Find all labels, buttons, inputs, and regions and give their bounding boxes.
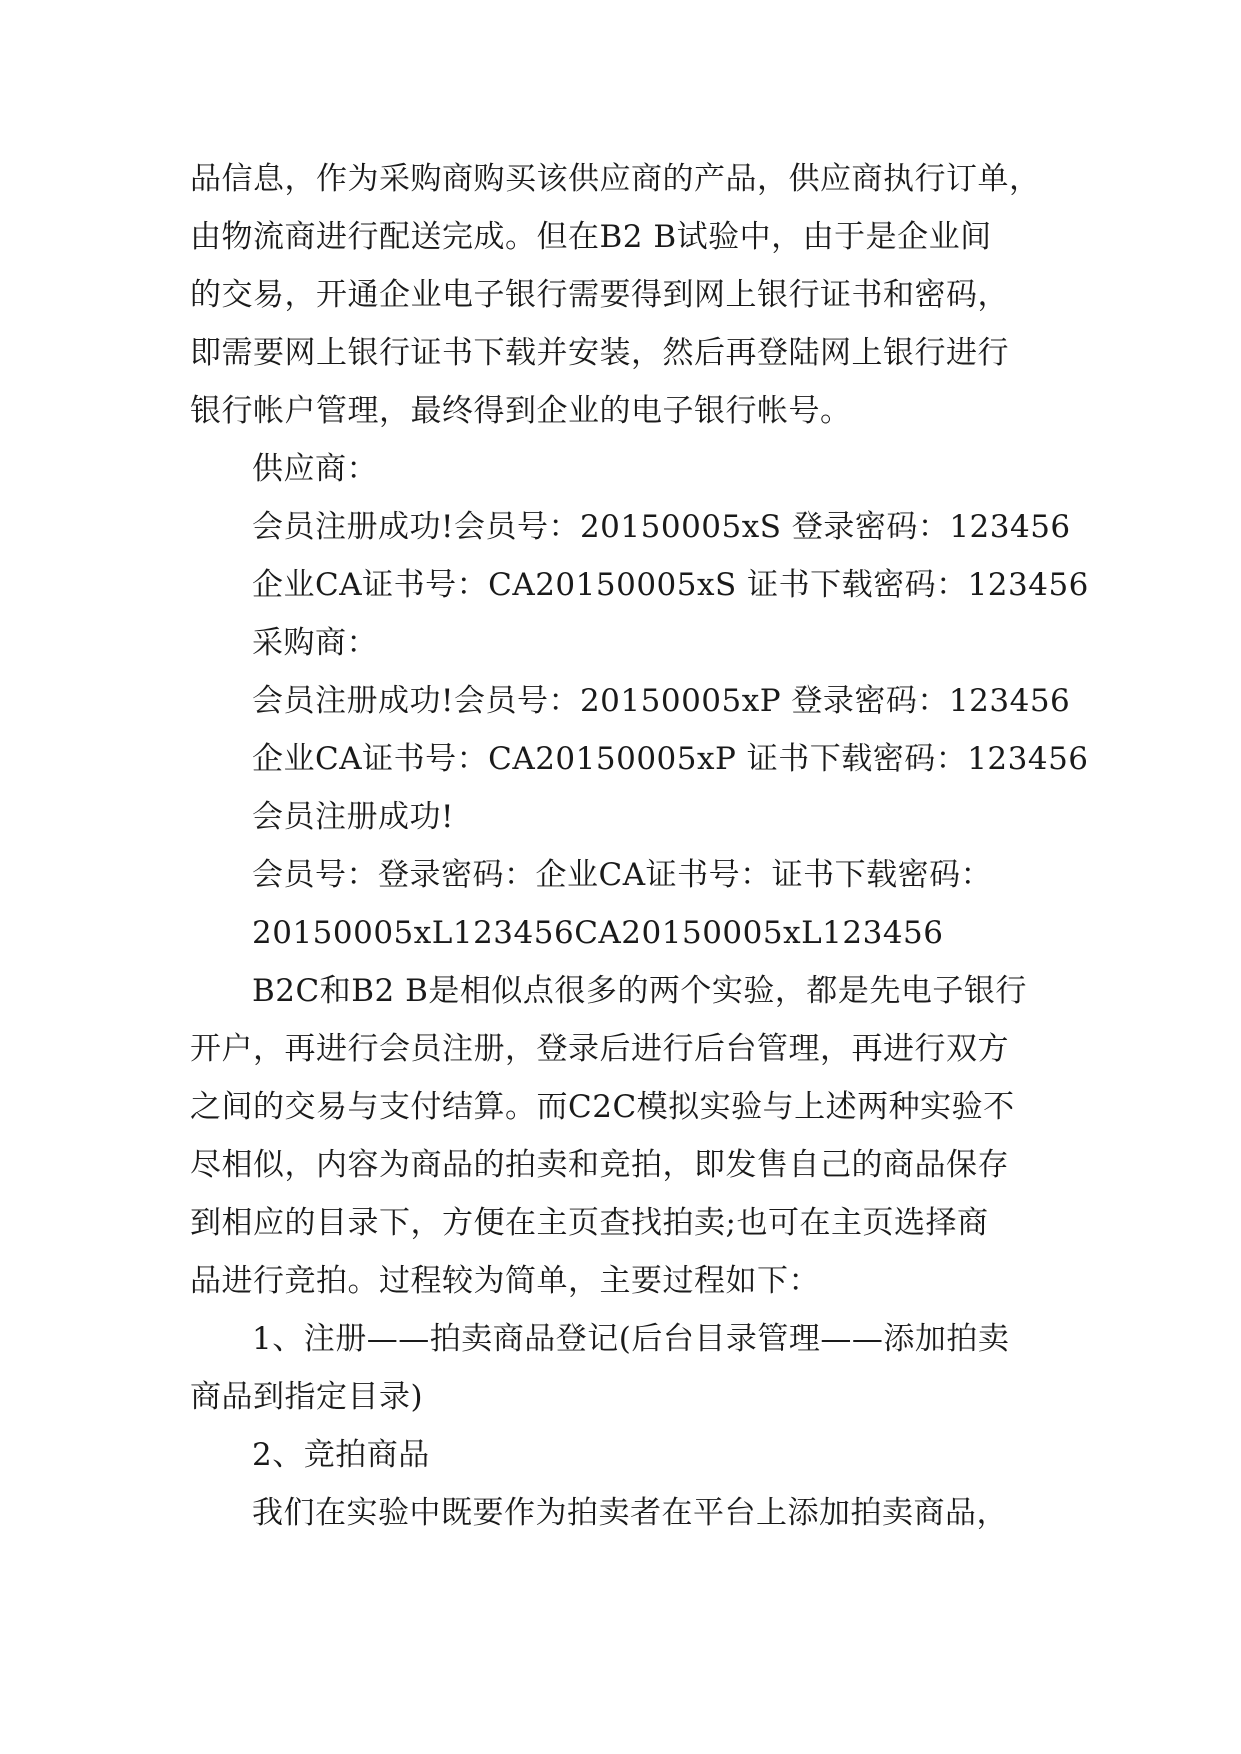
text-line: 品进行竞拍。过程较为简单，主要过程如下： [190, 1263, 820, 1299]
registration-success: 会员注册成功! [252, 799, 454, 835]
section-heading-supplier: 供应商： [252, 451, 378, 487]
text-line: 我们在实验中既要作为拍卖者在平台上添加拍卖商品， [252, 1495, 1008, 1531]
supplier-ca-info: 企业CA证书号：CA20150005xS 证书下载密码：123456 [252, 567, 1089, 603]
credential-labels: 会员号：登录密码：企业CA证书号：证书下载密码： [252, 857, 993, 893]
text-line: 尽相似，内容为商品的拍卖和竞拍，即发售自己的商品保存 [190, 1147, 1009, 1183]
supplier-member-info: 会员注册成功!会员号：20150005xS 登录密码：123456 [252, 509, 1071, 545]
purchaser-member-info: 会员注册成功!会员号：20150005xP 登录密码：123456 [252, 683, 1071, 719]
step-2: 2、竞拍商品 [252, 1437, 430, 1473]
text-line: 到相应的目录下，方便在主页查找拍卖;也可在主页选择商 [190, 1205, 989, 1241]
credential-values: 20150005xL123456CA20150005xL123456 [252, 915, 944, 951]
text-line: 由物流商进行配送完成。但在B2 B试验中，由于是企业间 [190, 219, 992, 255]
section-heading-purchaser: 采购商： [252, 625, 378, 661]
step-1: 1、注册——拍卖商品登记(后台目录管理——添加拍卖 [252, 1321, 1010, 1357]
text-line: 之间的交易与支付结算。而C2C模拟实验与上述两种实验不 [190, 1089, 1015, 1125]
step-1-continued: 商品到指定目录) [190, 1379, 424, 1415]
text-line: 的交易，开通企业电子银行需要得到网上银行证书和密码， [190, 277, 1009, 313]
text-line: B2C和B2 B是相似点很多的两个实验，都是先电子银行 [252, 973, 1027, 1009]
text-line: 即需要网上银行证书下载并安装，然后再登陆网上银行进行 [190, 335, 1009, 371]
text-line: 银行帐户管理，最终得到企业的电子银行帐号。 [190, 393, 852, 429]
purchaser-ca-info: 企业CA证书号：CA20150005xP 证书下载密码：123456 [252, 741, 1089, 777]
text-line: 品信息，作为采购商购买该供应商的产品，供应商执行订单， [190, 161, 1041, 197]
document-body [190, 150, 1089, 1542]
text-line: 开户，再进行会员注册，登录后进行后台管理，再进行双方 [190, 1031, 1009, 1067]
